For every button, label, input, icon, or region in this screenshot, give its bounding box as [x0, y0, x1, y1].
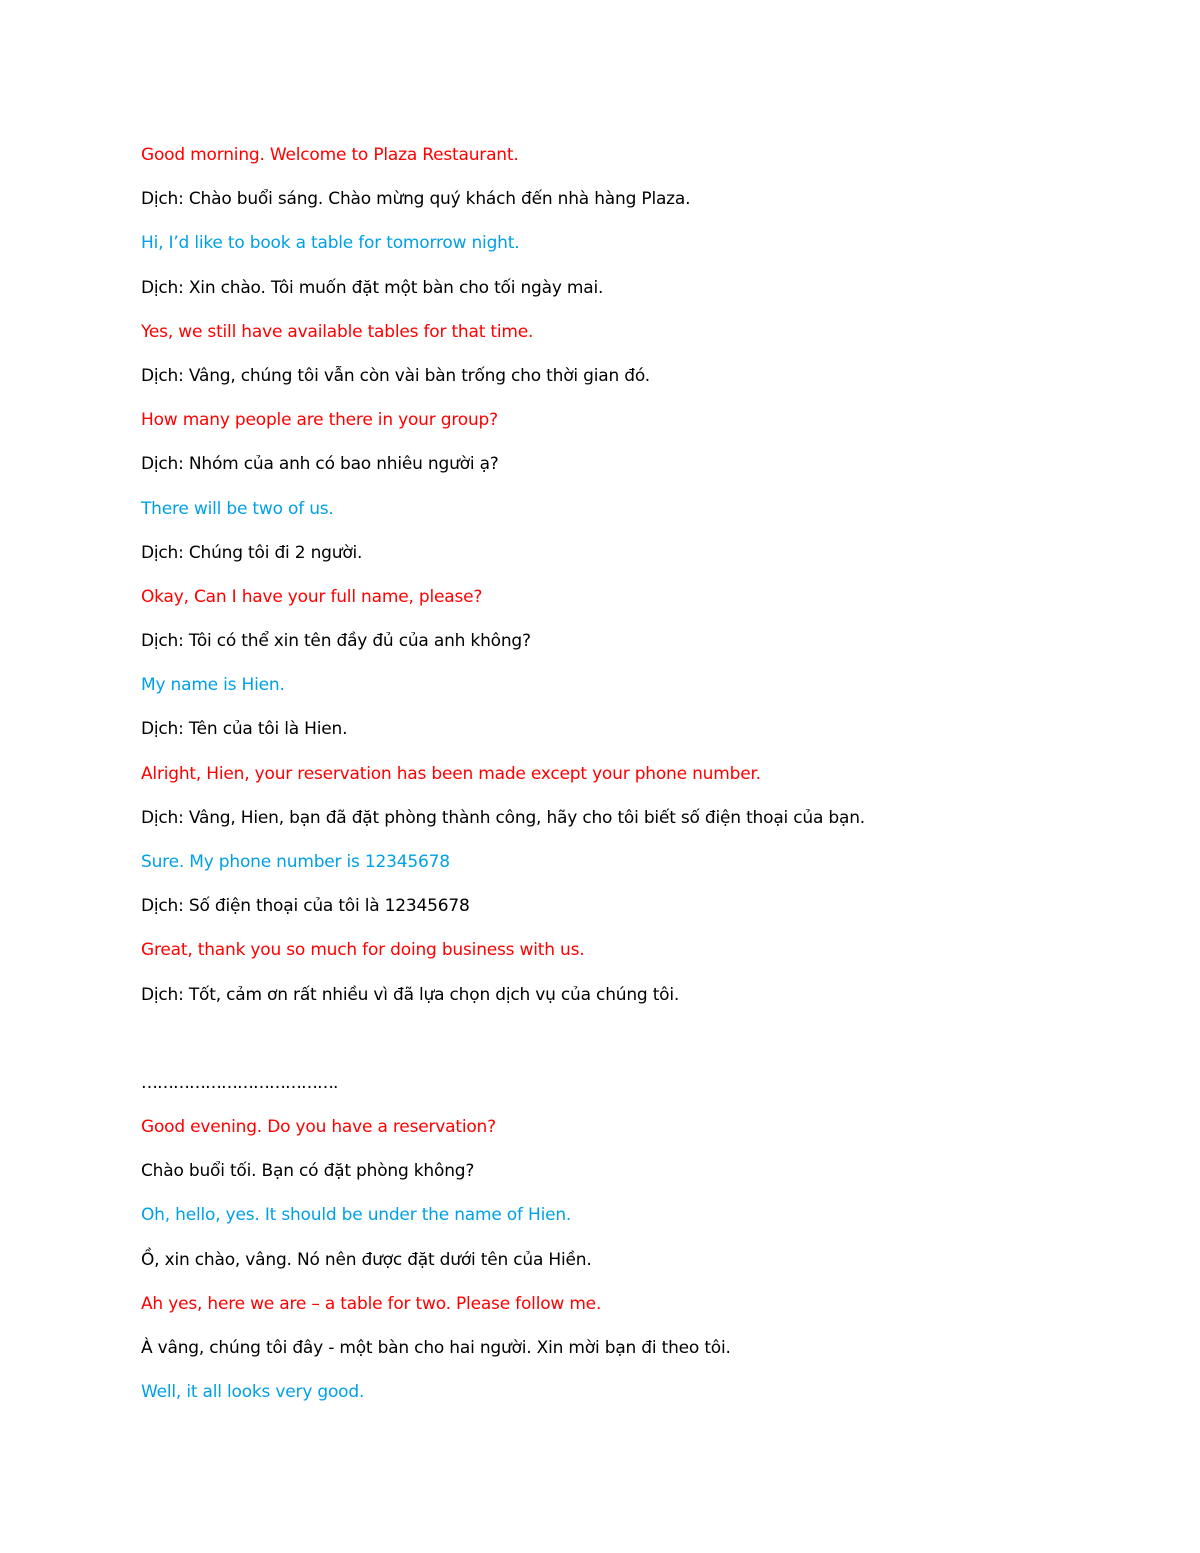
translation-line: Dịch: Xin chào. Tôi muốn đặt một bàn cho tối ngày mai. — [141, 277, 604, 298]
dialogue-line: Yes, we still have available tables for that time. — [141, 321, 534, 342]
dialogue-line: Well, it all looks very good. — [141, 1382, 365, 1403]
translation-line: Dịch: Chào buổi sáng. Chào mừng quý khách đến nhà hàng Plaza. — [141, 189, 691, 210]
dialogue-line: Okay, Can I have your full name, please? — [141, 586, 483, 607]
dialogue-line: How many people are there in your group? — [141, 410, 498, 431]
translation-line: Dịch: Số điện thoại của tôi là 12345678 — [141, 896, 470, 917]
dialogue-line: Ah yes, here we are – a table for two. Please follow me. — [141, 1293, 602, 1314]
dialogue-section-2 — [141, 1113, 1101, 1406]
dialogue-line: Sure. My phone number is 12345678 — [141, 852, 450, 872]
section-divider: ………………………………. — [141, 1072, 338, 1093]
translation-line: Dịch: Tên của tôi là Hien. — [141, 719, 348, 740]
dialogue-section-1 — [141, 141, 1101, 1009]
translation-line: Chào buổi tối. Bạn có đặt phòng không? — [141, 1161, 475, 1182]
dialogue-line: My name is Hien. — [141, 675, 285, 696]
translation-line: Dịch: Tôi có thể xin tên đầy đủ của anh không? — [141, 631, 531, 652]
translation-line: Ồ, xin chào, vâng. Nó nên được đặt dưới tên của Hiền. — [141, 1249, 592, 1270]
translation-line: Dịch: Vâng, Hien, bạn đã đặt phòng thành công, hãy cho tôi biết số điện thoại của bạn. — [141, 807, 866, 828]
dialogue-line: Good morning. Welcome to Plaza Restaurant. — [141, 145, 519, 165]
translation-line: Dịch: Chúng tôi đi 2 người. — [141, 542, 363, 563]
translation-line: Dịch: Vâng, chúng tôi vẫn còn vài bàn trống cho thời gian đó. — [141, 365, 650, 386]
dialogue-line: Good evening. Do you have a reservation? — [141, 1116, 496, 1137]
dialogue-line: Oh, hello, yes. It should be under the name of Hien. — [141, 1205, 572, 1226]
dialogue-line: There will be two of us. — [141, 498, 334, 519]
translation-line: Dịch: Nhóm của anh có bao nhiêu người ạ? — [141, 454, 499, 475]
dialogue-line: Hi, I’d like to book a table for tomorrow night. — [141, 233, 520, 254]
translation-line: Dịch: Tốt, cảm ơn rất nhiều vì đã lựa chọn dịch vụ của chúng tôi. — [141, 984, 680, 1005]
document-content — [141, 141, 1101, 1422]
dialogue-line: Great, thank you so much for doing business with us. — [141, 940, 585, 961]
blank-paragraph — [141, 1025, 1101, 1069]
dialogue-line: Alright, Hien, your reservation has been made except your phone number. — [141, 763, 761, 784]
translation-line: À vâng, chúng tôi đây - một bàn cho hai người. Xin mời bạn đi theo tôi. — [141, 1337, 731, 1358]
